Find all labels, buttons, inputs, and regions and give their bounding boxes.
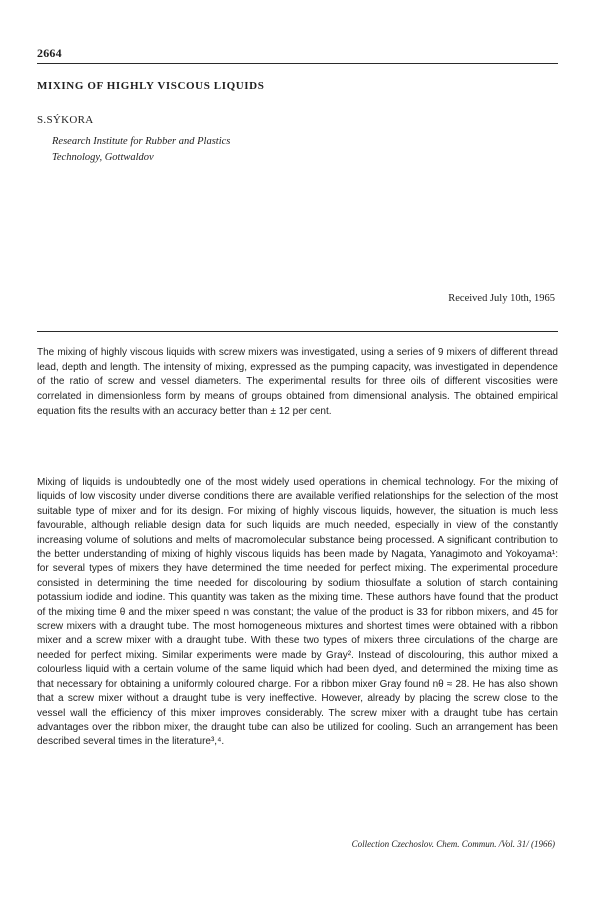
affiliation-line: Technology, Gottwaldov xyxy=(52,152,154,163)
author-name: S.SÝKORA xyxy=(37,114,94,126)
journal-citation: Collection Czechoslov. Chem. Commun. /Vol. 31/ (1966) xyxy=(351,839,555,849)
body-paragraph: Mixing of liquids is undoubtedly one of the most widely used operations in chemical technology. For the mixing of liquids of low viscosity under diverse conditions there are available verified relationships for the selection of the most suitable type of mixer and for its design. For mixing of highly viscous liquids, however, the situation is much less favourable, although reliable design data for such liquids are much needed, especially in view of the constantly increasing volume of solutions and melts of macromolecular substance being processed. A significant contribution to the better understanding of mixing of highly viscous liquids has been made by Nagata, Yanagimoto and Yokoyama¹: for several types of mixers they have determined the time needed for perfect mixing. The experimental procedure consisted in determining the time needed for discolouring by sodium thiosulfate a solution of starch containing potassium iodide and iodine. This quantity was taken as the mixing time. These authors have found that the product of the mixing time θ and the mixer speed n was constant; the value of the product is 33 for ribbon mixers, and 45 for screw mixers with a draught tube. The most homogeneous mixtures and shortest times were obtained with a ribbon mixer and a screw mixer with a draught tube. With these two types of mixers three circulations of the charge are needed for perfect mixing. Similar experiments were made by Gray². Instead of discolouring, this author mixed a colourless liquid with a certain volume of the same liquid which had been dyed, and determined the mixing time as that necessary for obtaining a uniformly coloured charge. For a ribbon mixer Gray found nθ ≈ 28. He has also shown that a screw mixer without a draught tube is very ineffective. However, already by placing the screw close to the vessel wall the efficiency of this mixer improves considerably. The screw mixer with a draught tube has certain advantages over the ribbon mixer, the draught tube can also be utilized for cooling. Such an arrangement has been described several times in the literature³,⁴. xyxy=(37,477,558,748)
header-rule xyxy=(37,63,558,64)
received-date: Received July 10th, 1965 xyxy=(448,293,555,304)
page-number: 2664 xyxy=(37,46,62,60)
abstract-top-rule xyxy=(37,331,558,332)
author-affiliation xyxy=(52,134,230,166)
abstract xyxy=(37,346,558,420)
article-title: MIXING OF HIGHLY VISCOUS LIQUIDS xyxy=(37,80,265,92)
abstract-text: The mixing of highly viscous liquids with screw mixers was investigated, using a series of 9 mixers of different thread lead, depth and length. The intensity of mixing, expressed as the pumping capacity, was investigated in dependence of the ratio of screw and vessel diameters. The experimental results for three oils of different viscosities were correlated in dimensionless form by means of groups obtained from dimensional analysis. The obtained empirical equation fits the results with an accuracy better than ± 12 per cent. xyxy=(37,347,558,417)
article-body xyxy=(37,476,558,750)
affiliation-line: Research Institute for Rubber and Plastics xyxy=(52,136,231,147)
